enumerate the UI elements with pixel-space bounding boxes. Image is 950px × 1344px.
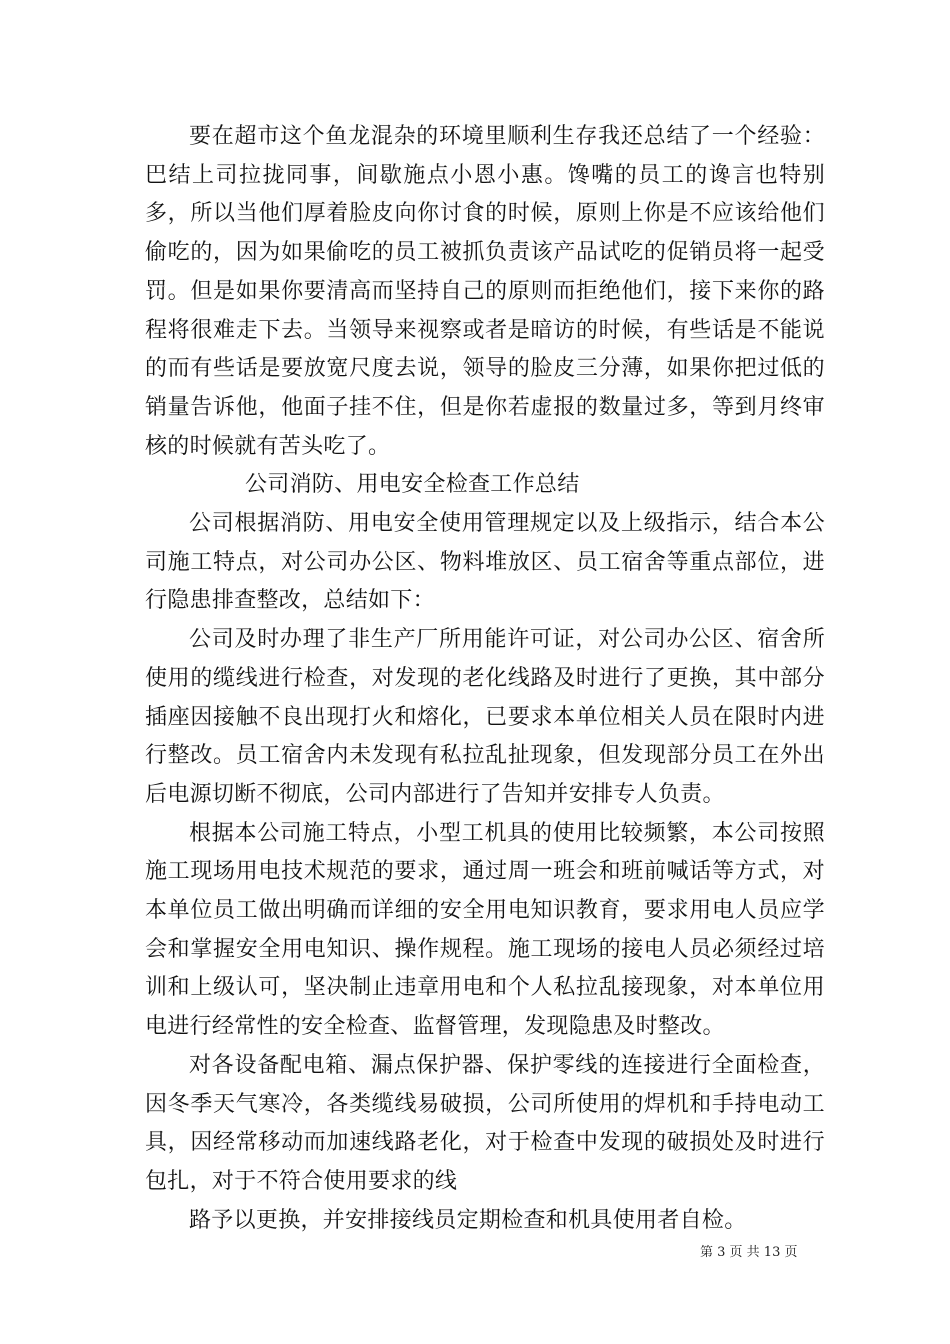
page-number: 第 3 页 共 13 页	[700, 1245, 798, 1260]
paragraph-permits: 公司及时办理了非生产厂所用能许可证，对公司办公区、宿舍所使用的缆线进行检查，对发现的老化线路及时进行了更换，其中部分插座因接触不良出现打火和熔化，已要求本单位相关人员在限时内进行整改。员工宿舍内未发现有私拉乱扯现象，但发现部分员工在外出后电源切断不彻底，公司内部进行了告知并安排专人负责。	[145, 627, 825, 807]
paragraph-equipment: 对各设备配电箱、漏点保护器、保护零线的连接进行全面检查，因冬季天气寒冷，各类缆线易破损，公司所使用的焊机和手持电动工具，因经常移动而加速线路老化，对于检查中发现的破损处及时进行包扎，对于不符合使用要求的线	[145, 1052, 825, 1194]
paragraph-replacement: 路予以更换，并安排接线员定期检查和机具使用者自检。	[189, 1207, 747, 1233]
paragraph-intro: 要在超市这个鱼龙混杂的环境里顺利生存我还总结了一个经验：巴结上司拉拢同事，间歇施点小恩小惠。馋嘴的员工的谗言也特别多，所以当他们厚着脸皮向你讨食的时候，原则上你是不应该给他们偷吃的，因为如果偷吃的员工被抓负责该产品试吃的促销员将一起受罚。但是如果你要清高而坚持自己的原则而拒绝他们，接下来你的路程将很难走下去。当领导来视察或者是暗访的时候，有些话是不能说的而有些话是要放宽尺度去说，领导的脸皮三分薄，如果你把过低的销量告诉他，他面子挂不住，但是你若虚报的数量过多，等到月终审核的时候就有苦头吃了。	[145, 124, 825, 459]
document-body	[145, 118, 825, 1240]
paragraph-training: 根据本公司施工特点，小型工机具的使用比较频繁，本公司按照施工现场用电技术规范的要求，通过周一班会和班前喊话等方式，对本单位员工做出明确而详细的安全用电知识教育，要求用电人员应学会和掌握安全用电知识、操作规程。施工现场的接电人员必须经过培训和上级认可，坚决制止违章用电和个人私拉乱接现象，对本单位用电进行经常性的安全检查、监督管理，发现隐患及时整改。	[145, 820, 825, 1040]
paragraph-overview: 公司根据消防、用电安全使用管理规定以及上级指示，结合本公司施工特点，对公司办公区、物料堆放区、员工宿舍等重点部位，进行隐患排查整改，总结如下：	[145, 511, 825, 614]
section-heading: 公司消防、用电安全检查工作总结	[245, 472, 580, 498]
